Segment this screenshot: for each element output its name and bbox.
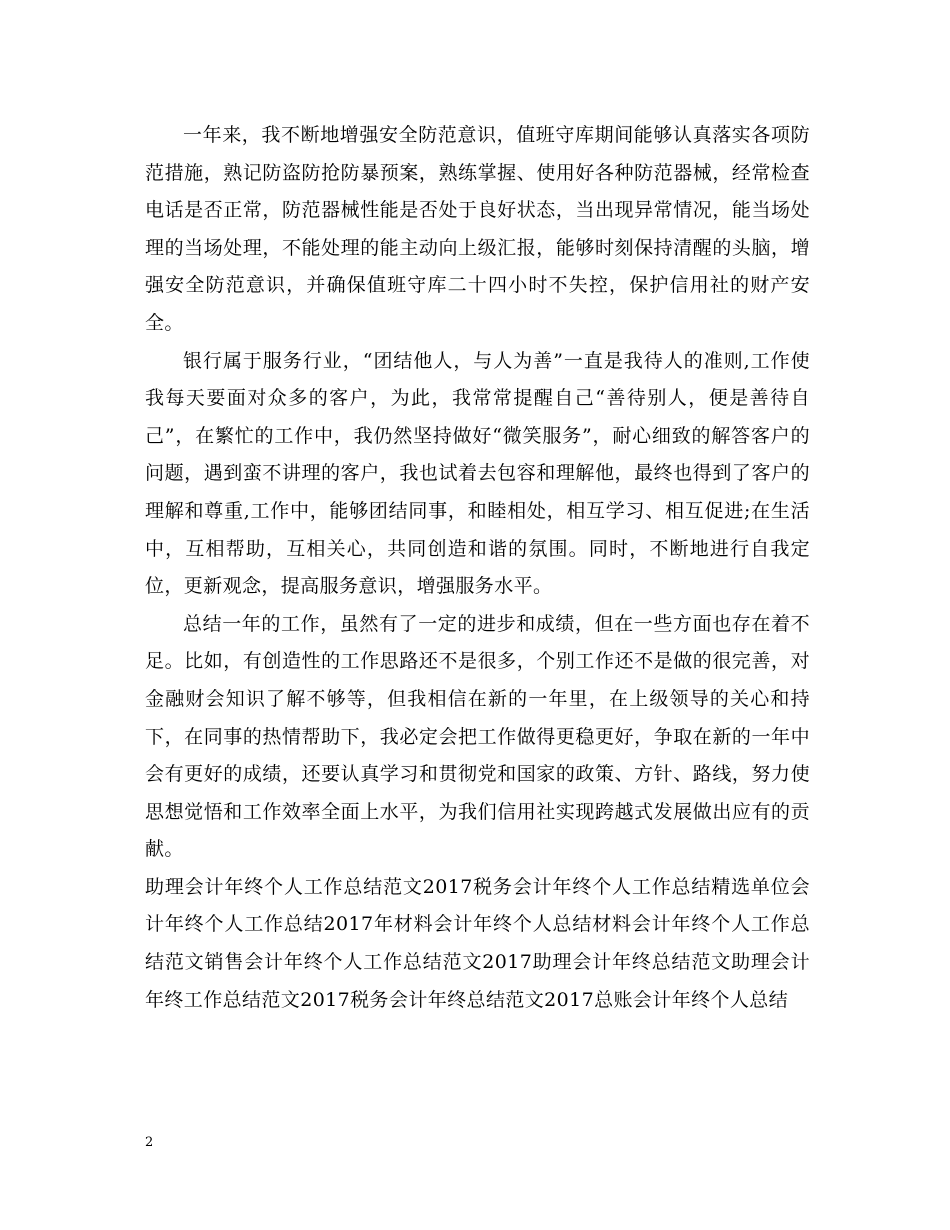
related-articles-text: 助理会计年终个人工作总结范文2017税务会计年终个人工作总结精选单位会计年终个人工作总结2017年材料会计年终个人总结材料会计年终个人工作总结范文销售会计年终个人工作总结范文2017助理会计年终总结范文助理会计年终工作总结范文2017税务会计年终总结范文2017总账会计年终个人总结 xyxy=(145,875,810,1011)
document-body xyxy=(145,117,810,1019)
paragraph-summary-shortcomings: 总结一年的工作，虽然有了一定的进步和成绩，但在一些方面也存在着不足。比如，有创造性的工作思路还不是很多，个别工作还不是做的很完善，对金融财会知识了解不够等，但我相信在新的一年里，在上级领导的关心和持下，在同事的热情帮助下，我必定会把工作做得更稳更好，争取在新的一年中会有更好的成绩，还要认真学习和贯彻党和国家的政策、方针、路线，努力使思想觉悟和工作效率全面上水平，为我们信用社实现跨越式发展做出应有的贡献。 xyxy=(145,612,810,861)
paragraph-security-awareness: 一年来，我不断地增强安全防范意识，值班守库期间能够认真落实各项防范措施，熟记防盗防抢防暴预案，熟练掌握、使用好各种防范器械，经常检查电话是否正常，防范器械性能是否处于良好状态，当出现异常情况，能当场处理的当场处理，不能处理的能主动向上级汇报，能够时刻保持清醒的头脑，增强安全防范意识，并确保值班守库二十四小时不失控，保护信用社的财产安全。 xyxy=(145,124,810,334)
page-number: 2 xyxy=(145,1135,154,1150)
paragraph-customer-service: 银行属于服务行业，“团结他人，与人为善”一直是我待人的准则,工作使我每天要面对众多的客户，为此，我常常提醒自己“善待别人，便是善待自己”，在繁忙的工作中，我仍然坚持做好“微笑服务”，耐心细致的解答客户的问题，遇到蛮不讲理的客户，我也试着去包容和理解他，最终也得到了客户的理解和尊重,工作中，能够团结同事，和睦相处，相互学习、相互促进;在生活中，互相帮助，互相关心，共同创造和谐的氛围。同时，不断地进行自我定位，更新观念，提高服务意识，增强服务水平。 xyxy=(145,349,810,598)
